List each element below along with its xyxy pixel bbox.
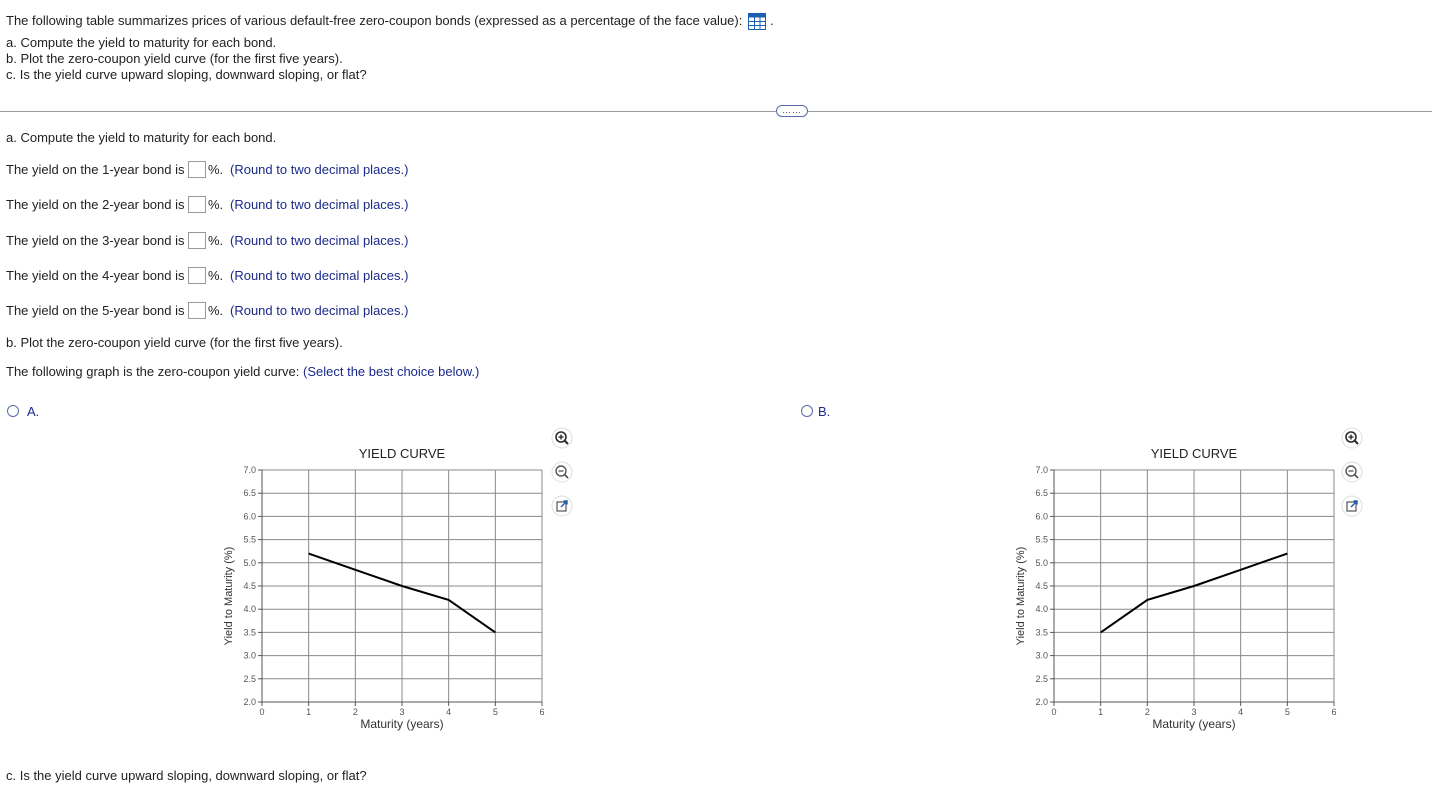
y-tick-label: 3.0 [243,650,256,661]
yield-hint-3: (Round to two decimal places.) [230,233,409,248]
popout-icon[interactable] [551,495,573,517]
x-tick-label: 3 [399,707,405,717]
yield-unit-1: %. [208,162,224,177]
yield-unit-5: %. [208,303,224,318]
yield-hint-4: (Round to two decimal places.) [230,268,409,283]
yield-input-4[interactable] [188,267,206,284]
yield-input-2[interactable] [188,196,206,213]
choice-b-label[interactable]: B. [818,404,831,419]
y-tick-label: 5.0 [243,557,256,568]
table-grid-icon[interactable] [748,13,766,30]
zoom-out-icon[interactable] [551,461,573,483]
yield-label-5: The yield on the 5-year bond is [6,303,185,318]
question-intro-end: . [770,13,774,28]
y-tick-label: 2.5 [1035,673,1048,684]
x-tick-label: 4 [446,707,452,717]
yield-hint-5: (Round to two decimal places.) [230,303,409,318]
y-tick-label: 4.5 [1035,581,1048,591]
answer-part-c-heading: c. Is the yield curve upward sloping, downward sloping, or flat? [6,768,367,783]
y-tick-label: 3.5 [1035,627,1048,638]
y-tick-label: 5.0 [1035,557,1048,568]
yield-unit-2: %. [208,197,224,212]
x-tick-label: 1 [306,707,312,717]
yield-curve-chart-a [210,440,570,740]
y-tick-label: 2.0 [1035,697,1048,707]
yield-unit-3: %. [208,233,224,248]
y-tick-label: 6.0 [243,511,256,522]
section-divider [0,111,1432,112]
y-tick-label: 5.5 [1035,534,1048,545]
y-tick-label: 4.0 [243,604,256,615]
x-tick-label: 1 [1098,707,1104,717]
y-tick-label: 2.5 [243,673,256,684]
zoom-out-icon[interactable] [1341,461,1363,483]
yield-unit-4: %. [208,268,224,283]
x-tick-label: 2 [352,707,358,717]
y-axis-label: Yield to Maturity (%) [223,546,235,646]
y-tick-label: 7.0 [243,465,256,475]
y-tick-label: 2.0 [243,697,256,707]
graph-prompt-hint: (Select the best choice below.) [303,364,480,379]
question-intro-text: The following table summarizes prices of various default-free zero-coupon bonds (expressed as a percentage of the face value): [6,13,743,28]
yield-label-4: The yield on the 4-year bond is [6,268,185,283]
y-tick-label: 5.5 [243,534,256,545]
question-intro [6,13,742,28]
yield-input-5[interactable] [188,302,206,319]
yield-hint-1: (Round to two decimal places.) [230,162,409,177]
y-tick-label: 7.0 [1035,465,1048,475]
x-tick-label: 6 [539,707,545,717]
x-tick-label: 3 [1191,707,1197,717]
x-tick-label: 0 [1051,707,1057,717]
yield-hint-2: (Round to two decimal places.) [230,197,409,212]
x-tick-label: 5 [1284,707,1290,717]
chart-title: YIELD CURVE [358,446,446,461]
yield-label-2: The yield on the 2-year bond is [6,197,185,212]
x-axis-label: Maturity (years) [360,717,444,731]
yield-curve-chart-b [1002,440,1362,740]
graph-prompt-text: The following graph is the zero-coupon yield curve: [6,364,300,379]
question-part-b: b. Plot the zero-coupon yield curve (for the first five years). [6,51,343,66]
answer-part-a-heading: a. Compute the yield to maturity for each bond. [6,130,277,145]
x-axis-label: Maturity (years) [1152,717,1236,731]
y-axis-label: Yield to Maturity (%) [1015,546,1027,646]
yield-input-1[interactable] [188,161,206,178]
x-tick-label: 4 [1238,707,1244,717]
y-tick-label: 4.0 [1035,604,1048,615]
answer-part-b-heading: b. Plot the zero-coupon yield curve (for the first five years). [6,335,343,350]
choice-a-radio[interactable] [7,405,19,417]
x-tick-label: 0 [259,707,265,717]
x-tick-label: 6 [1331,707,1337,717]
choice-a-label[interactable]: A. [27,404,40,419]
y-tick-label: 6.5 [243,488,256,499]
zoom-in-icon[interactable] [551,427,573,449]
chart-title: YIELD CURVE [1150,446,1238,461]
y-tick-label: 3.0 [1035,650,1048,661]
y-tick-label: 4.5 [243,581,256,591]
expand-more-button[interactable]: …… [776,105,808,117]
yield-label-1: The yield on the 1-year bond is [6,162,185,177]
x-tick-label: 5 [492,707,498,717]
graph-prompt [6,364,479,379]
zoom-in-icon[interactable] [1341,427,1363,449]
question-part-c: c. Is the yield curve upward sloping, downward sloping, or flat? [6,67,367,82]
x-tick-label: 2 [1144,707,1150,717]
popout-icon[interactable] [1341,495,1363,517]
question-part-a: a. Compute the yield to maturity for each bond. [6,35,277,50]
yield-input-3[interactable] [188,232,206,249]
y-tick-label: 6.5 [1035,488,1048,499]
choice-b-radio[interactable] [801,405,813,417]
yield-label-3: The yield on the 3-year bond is [6,233,185,248]
y-tick-label: 6.0 [1035,511,1048,522]
y-tick-label: 3.5 [243,627,256,638]
